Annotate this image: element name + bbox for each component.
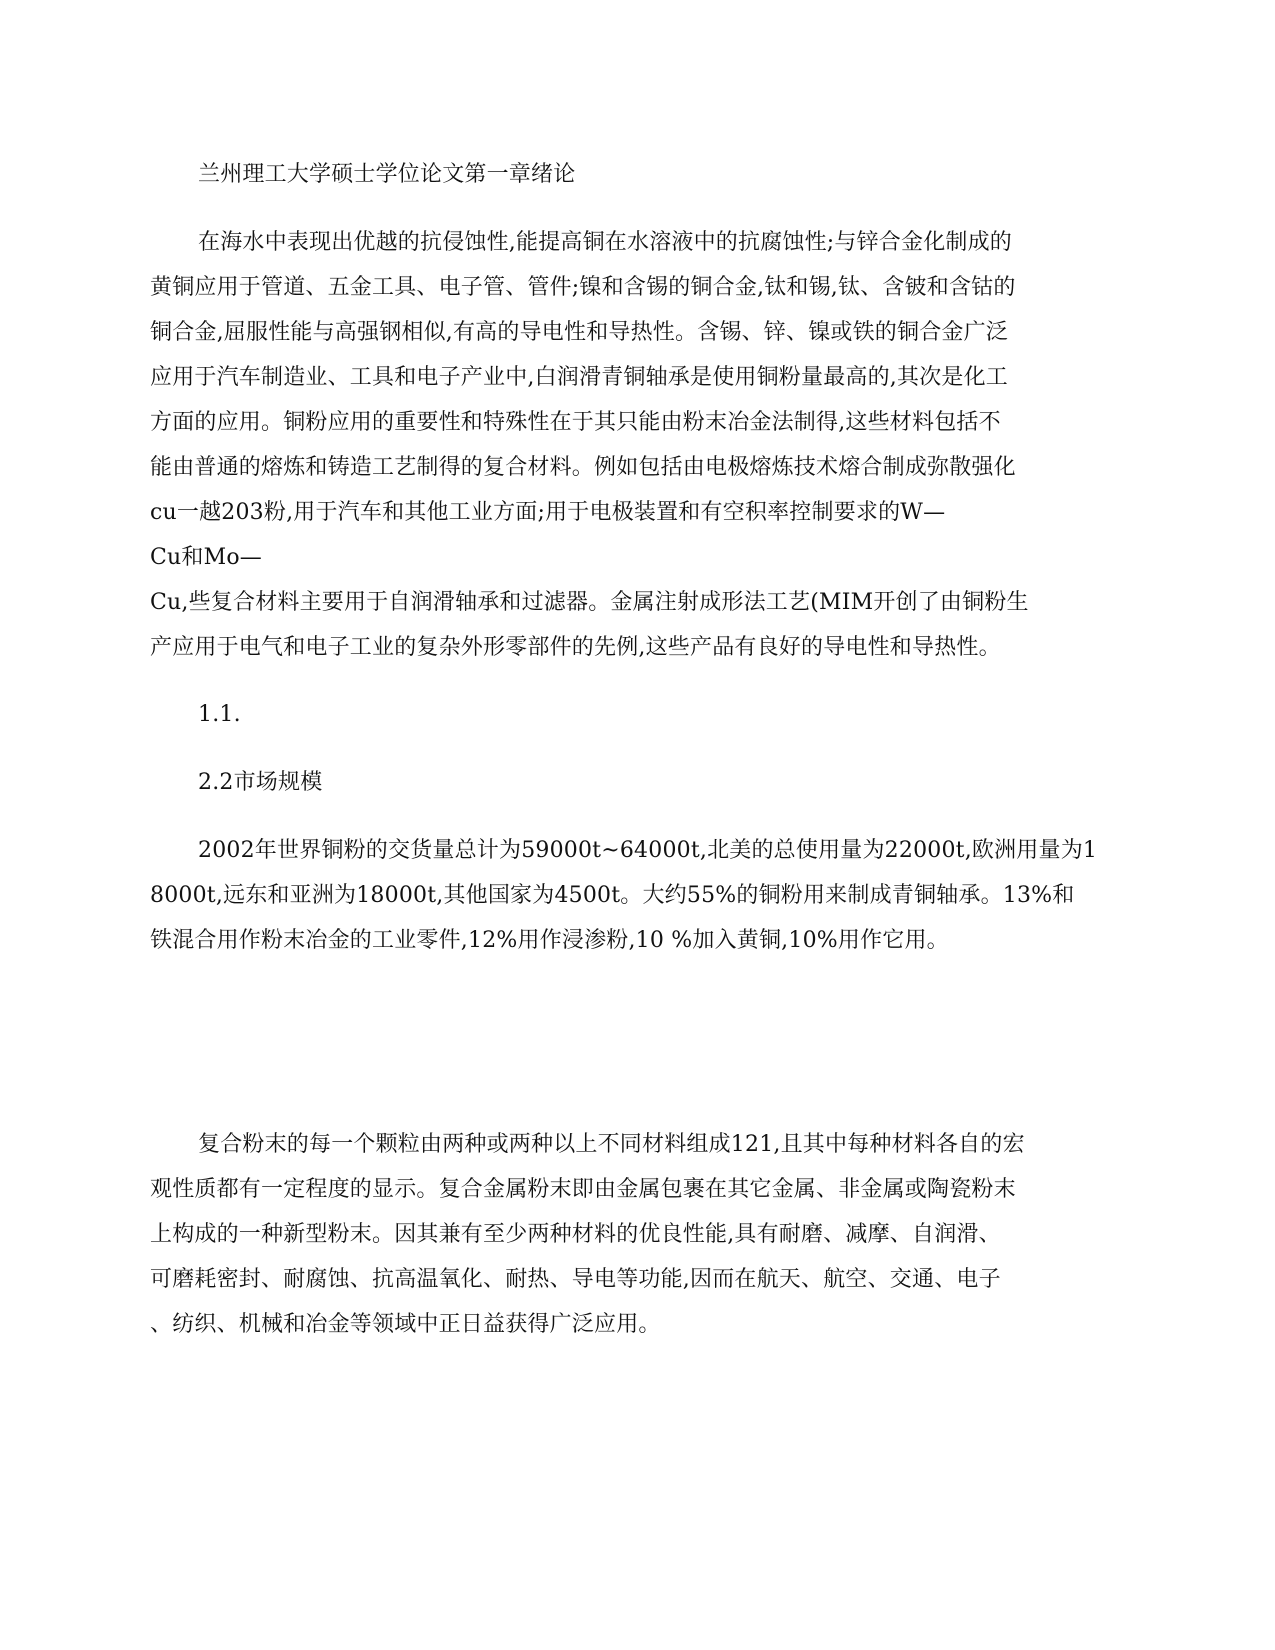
paragraph1-line: 铜合金,屈服性能与高强钢相似,有高的导电性和导热性。含锡、锌、镍或铁的铜合金广泛 [150, 320, 1008, 345]
paragraph1-line: 方面的应用。铜粉应用的重要性和特殊性在于其只能由粉末冶金法制得,这些材料包括不 [150, 410, 1001, 435]
paragraph2-line: 2002年世界铜粉的交货量总计为59000t~64000t,北美的总使用量为22000t,欧洲用量为1 [198, 838, 1098, 863]
paragraph3-line: 复合粉末的每一个颗粒由两种或两种以上不同材料组成121,且其中每种材料各自的宏 [198, 1132, 1025, 1157]
section-heading: 2.2市场规模 [198, 770, 323, 795]
paragraph1-line: 能由普通的熔炼和铸造工艺制得的复合材料。例如包括由电极熔炼技术熔合制成弥散强化 [150, 455, 1016, 480]
paragraph3-line: 上构成的一种新型粉末。因其兼有至少两种材料的优良性能,具有耐磨、减摩、自润滑、 [150, 1222, 1001, 1247]
paragraph2-line: 8000t,远东和亚洲为18000t,其他国家为4500t。大约55%的铜粉用来制成青铜轴承。13%和 [150, 883, 1075, 908]
paragraph1-line: Cu和Mo— [150, 545, 262, 570]
paragraph1-line: 黄铜应用于管道、五金工具、电子管、管件;镍和含锡的铜合金,钛和锡,钛、含铍和含钴的 [150, 275, 1016, 300]
paragraph3-line: 观性质都有一定程度的显示。复合金属粉末即由金属包裹在其它金属、非金属或陶瓷粉末 [150, 1177, 1016, 1202]
page-header: 兰州理工大学硕士学位论文第一章绪论 [198, 162, 576, 187]
section-number: 1.1. [198, 702, 241, 727]
paragraph1-line: 应用于汽车制造业、工具和电子产业中,白润滑青铜轴承是使用铜粉量最高的,其次是化工 [150, 365, 1008, 390]
paragraph2-line: 铁混合用作粉末冶金的工业零件,12%用作浸渗粉,10 %加入黄铜,10%用作它用。 [150, 928, 949, 953]
paragraph3-line: 、纺织、机械和冶金等领域中正日益获得广泛应用。 [150, 1312, 661, 1337]
paragraph1-line: Cu,些复合材料主要用于自润滑轴承和过滤器。金属注射成形法工艺(MIM开创了由铜粉生 [150, 590, 1029, 615]
paragraph1-line: 产应用于电气和电子工业的复杂外形零部件的先例,这些产品有良好的导电性和导热性。 [150, 635, 1001, 660]
paragraph1-line: 在海水中表现出优越的抗侵蚀性,能提高铜在水溶液中的抗腐蚀性;与锌合金化制成的 [198, 230, 1013, 255]
paragraph1-line: cu一越203粉,用于汽车和其他工业方面;用于电极装置和有空积率控制要求的W— [150, 500, 946, 525]
paragraph3-line: 可磨耗密封、耐腐蚀、抗高温氧化、耐热、导电等功能,因而在航天、航空、交通、电子 [150, 1267, 1001, 1292]
